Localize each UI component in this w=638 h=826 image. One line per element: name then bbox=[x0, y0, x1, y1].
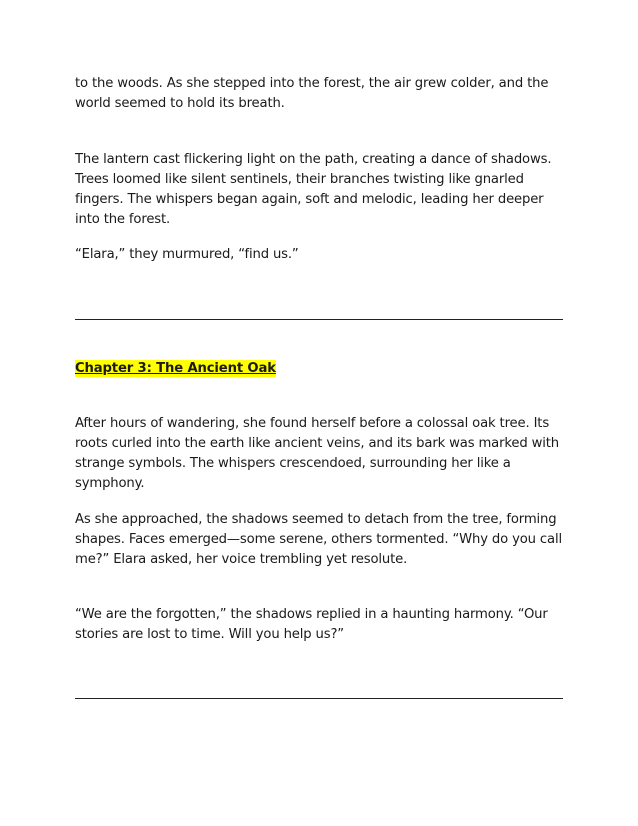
paragraph-forgotten: “We are the forgotten,” the shadows replied in a haunting harmony. “Our stories are lost to time. Will you help us?” bbox=[75, 607, 548, 642]
section-divider bbox=[75, 319, 563, 320]
paragraph-forest-entry: to the woods. As she stepped into the forest, the air grew colder, and the world seemed to hold its breath. bbox=[75, 76, 549, 111]
chapter-heading bbox=[75, 359, 276, 379]
section-divider-bottom bbox=[75, 698, 563, 699]
paragraph-shadows-approach: As she approached, the shadows seemed to detach from the tree, forming shapes. Faces emerged—some serene, others tormented. “Why do you call me?” Elara asked, her voice trembling yet resolute. bbox=[75, 512, 562, 567]
paragraph-ancient-oak: After hours of wandering, she found herself before a colossal oak tree. Its roots curled into the earth like ancient veins, and its bark was marked with strange symbols. The whispers crescendoed, surrounding her like a symphony. bbox=[75, 416, 559, 491]
paragraph-lantern: The lantern cast flickering light on the path, creating a dance of shadows. Trees loomed like silent sentinels, their branches twisting like gnarled fingers. The whispers began again, soft and melodic, leading her deeper into the forest. bbox=[75, 152, 552, 227]
paragraph-whispers-dialogue: “Elara,” they murmured, “find us.” bbox=[75, 247, 299, 262]
chapter-title: Chapter 3: The Ancient Oak bbox=[75, 361, 276, 376]
